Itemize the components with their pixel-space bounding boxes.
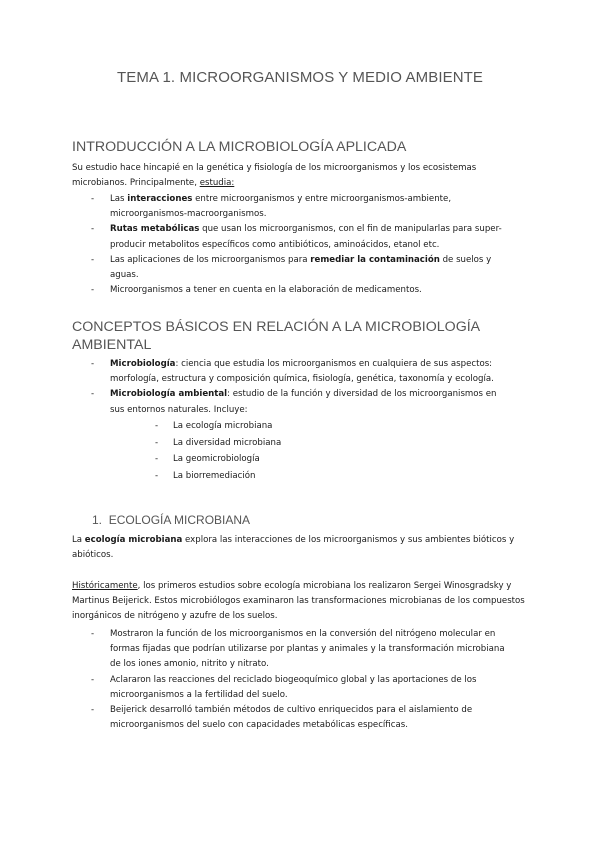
dash-bullet: - (91, 389, 95, 400)
item-text: Las (110, 194, 128, 204)
sub-item-text: La biorremediación (173, 470, 256, 481)
paragraph-underlined-word: Históricamente (72, 581, 138, 591)
dash-bullet: - (155, 454, 159, 465)
list-item (0, 283, 510, 298)
section-heading-introduccion: INTRODUCCIÓN A LA MICROBIOLOGÍA APLICADA (72, 139, 407, 155)
item-text: que usan los microorganismos, con el fin de manipularlas para super-producir metabolitos específicos como antibióticos, aminoácidos, etanol etc. (110, 224, 502, 250)
item-bold: remediar la contaminación (310, 254, 440, 265)
sub-item-text: La ecología microbiana (173, 420, 273, 431)
item-bold: Microbiología (110, 359, 176, 369)
item-text: Las aplicaciones de los microorganismos para (110, 254, 311, 265)
subsection-title: ECOLOGÍA MICROBIANA (108, 513, 251, 527)
dash-bullet: - (155, 437, 159, 448)
sub-list-item (0, 419, 600, 434)
item-text: : estudio de la función y diversidad de los microorganismos en sus entornos naturales. Incluye: (110, 389, 497, 415)
item-text: Aclararon las reacciones del reciclado biogeoquímico global y las aportaciones de los microorganismos a la fertilidad del suelo. (110, 674, 477, 700)
item-bold: Microbiología ambiental (110, 389, 228, 400)
dash-bullet: - (91, 285, 95, 296)
list-item (0, 192, 510, 222)
dash-bullet: - (91, 674, 95, 685)
section-heading-conceptos: CONCEPTOS BÁSICOS EN RELACIÓN A LA MICROBIOLOGÍA AMBIENTAL (72, 319, 480, 353)
subsection-number: 1. (92, 513, 103, 527)
item-text: : ciencia que estudia los microorganismos en cualquiera de sus aspectos: morfología, estructura y composición química, fisiología, genética, taxonomía y ecología. (110, 359, 494, 385)
dash-bullet: - (91, 359, 95, 369)
sec2-list (0, 357, 600, 484)
item-text: Mostraron la función de los microorganismos en la conversión del nitrógeno molecular en formas fijadas que podrían utilizarse por plantas y animales y la transformación microbiana de los iones amonio, nitrito y nitrato. (110, 629, 505, 670)
ecologia-paragraph (72, 533, 532, 563)
sub-item-text: La diversidad microbiana (173, 437, 282, 448)
sub-list-item (0, 469, 600, 484)
paragraph-bold: ecología microbiana (84, 535, 183, 545)
intro-text: Su estudio hace hincapié en la genética y fisiología de los microorganismos y los ecosistemas microbianos. Principalmente, (72, 163, 477, 189)
item-text: Beijerick desarrolló también métodos de cultivo enriquecidos para el aislamiento de microorganismos del suelo con capacidades metabólicas específicas. (110, 705, 473, 731)
sec1-list (0, 192, 600, 298)
list-item (0, 253, 510, 283)
dash-bullet: - (91, 224, 95, 235)
sec3-list (0, 627, 600, 733)
list-item (0, 357, 510, 387)
sub-list-item (0, 452, 600, 467)
item-text: entre microorganismos y entre microorganismos-ambiente, microorganismos-macroorganismos. (110, 194, 452, 220)
dash-bullet: - (155, 470, 159, 481)
dash-bullet: - (91, 194, 95, 204)
dash-bullet: - (155, 420, 159, 431)
paragraph-text: La (72, 535, 85, 545)
sub-list-item (0, 436, 600, 451)
subsection-heading (92, 513, 250, 527)
paragraph-text: explora las interacciones de los microorganismos y sus ambientes bióticos y abióticos. (72, 535, 515, 561)
list-item (0, 673, 510, 703)
dash-bullet: - (91, 629, 95, 639)
document-title: TEMA 1. MICROORGANISMOS Y MEDIO AMBIENTE (116, 69, 483, 86)
item-bold: Rutas metabólicas (110, 224, 200, 235)
list-item (0, 703, 510, 733)
intro-paragraph (72, 161, 532, 191)
historicamente-paragraph (72, 579, 532, 625)
list-item (0, 387, 510, 417)
item-text: de suelos y aguas. (110, 254, 492, 281)
paragraph-text: , los primeros estudios sobre ecología microbiana los realizaron Sergei Winosgradsky y Martinus Beijerick. Estos microbiólogos examinaron las transformaciones microbianas de los compuestos inorgánicos de nitrógeno y azufre de los suelos. (72, 581, 525, 622)
item-text: Microorganismos a tener en cuenta en la elaboración de medicamentos. (110, 285, 422, 296)
dash-bullet: - (91, 705, 95, 716)
list-item (0, 627, 510, 673)
dash-bullet: - (91, 254, 95, 265)
intro-underlined-word: estudia: (199, 178, 235, 189)
sub-item-text: La geomicrobiología (173, 454, 260, 465)
item-bold: interacciones (127, 194, 193, 204)
list-item (0, 222, 510, 252)
